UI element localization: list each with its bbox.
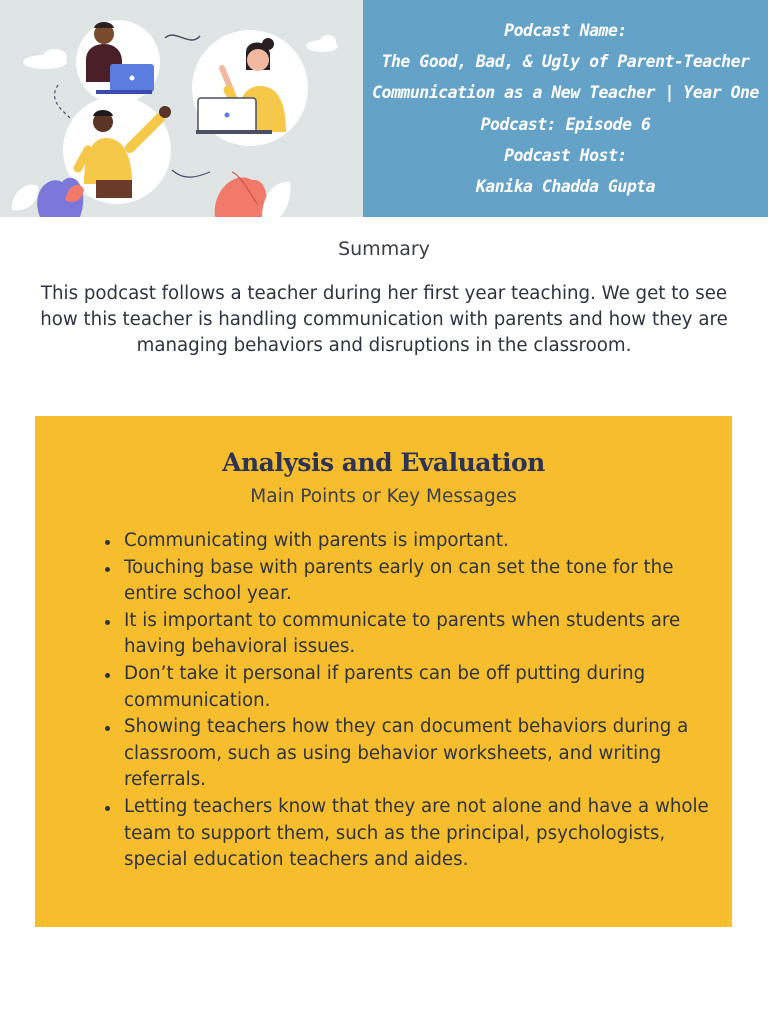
podcast-host-label: Podcast Host: bbox=[504, 145, 627, 165]
list-item: Communicating with parents is important. bbox=[124, 528, 724, 555]
list-item: Letting teachers know that they are not alone and have a whole team to support them, such as the principal, psychologists, special education teachers and aides. bbox=[124, 794, 724, 874]
podcast-info-panel bbox=[363, 0, 768, 217]
podcast-episode: Podcast: Episode 6 bbox=[480, 114, 651, 134]
summary-paragraph: This podcast follows a teacher during her first year teaching. We get to see how this teacher is handling communication with parents and how they are managing behaviors and disruptions in the classroom. bbox=[40, 283, 728, 356]
header-banner bbox=[0, 0, 768, 217]
list-item: Touching base with parents early on can set the tone for the entire school year. bbox=[124, 555, 724, 608]
podcast-name-line-2: Communication as a New Teacher | Year One bbox=[372, 83, 759, 103]
analysis-subheading: Main Points or Key Messages bbox=[250, 486, 517, 507]
video-call-illustration bbox=[0, 0, 363, 217]
list-item: Don’t take it personal if parents can be off putting during communication. bbox=[124, 661, 724, 714]
analysis-heading: Analysis and Evaluation bbox=[222, 448, 545, 477]
summary-heading: Summary bbox=[338, 238, 430, 260]
list-item: It is important to communicate to parents when students are having behavioral issues. bbox=[124, 608, 724, 661]
podcast-name-line-1: The Good, Bad, & Ugly of Parent-Teacher bbox=[381, 52, 750, 72]
analysis-evaluation-section bbox=[35, 416, 732, 927]
video-call-people-icon bbox=[0, 0, 363, 217]
list-item: Showing teachers how they can document behaviors during a classroom, such as using behavior worksheets, and writing referrals. bbox=[124, 714, 724, 794]
podcast-host-name: Kanika Chadda Gupta bbox=[475, 176, 656, 196]
podcast-name-label: Podcast Name: bbox=[504, 20, 627, 40]
key-points-list bbox=[124, 528, 724, 874]
